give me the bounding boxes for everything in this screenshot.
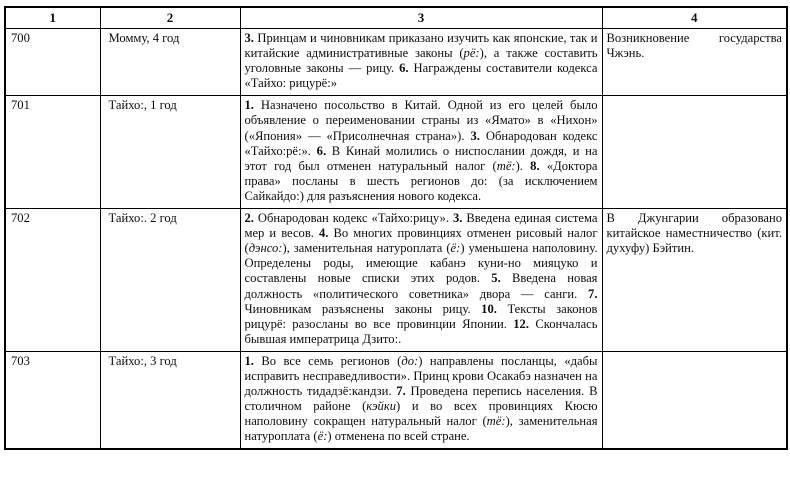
column-header-era: 2 [100,7,240,29]
table-row [5,29,787,96]
events-cell: 1. Во все семь регионов (до:) направлены посланцы, «дабы исправить несправедливости». Принц крови Осакабэ назначен на должность тидадзё:кандзи. 7. Проведена перепись населения. В столичном районе (кэйки) и во всех провинциях Кюсю наполовину сокращен натуральный налог (тё:), заменительная натуроплата (ё:) отменена по всей стране. [240,351,602,449]
table-row [5,96,787,209]
world-events-cell [602,96,787,209]
column-header-year: 1 [5,7,100,29]
era-cell: Тайхо:. 2 год [100,209,240,352]
table-row [5,209,787,352]
world-events-cell: Возникновение государства Чжэнь. [602,29,787,96]
table-header-row [5,7,787,29]
year-cell: 700 [5,29,100,96]
table-row [5,351,787,449]
world-events-cell: В Джунгарии образовано китайское наместничество (кит. духуфу) Бэйтин. [602,209,787,352]
era-cell: Момму, 4 год [100,29,240,96]
column-header-events: 3 [240,7,602,29]
world-events-cell [602,351,787,449]
events-cell: 3. Принцам и чиновникам приказано изучить как японские, так и китайские административные законы (рё:), а также составить уголовные законы — рицу. 6. Награждены составители кодекса «Тайхо: рицурё:» [240,29,602,96]
year-cell: 703 [5,351,100,449]
year-cell: 701 [5,96,100,209]
events-cell: 2. Обнародован кодекс «Тайхо:рицу». 3. Введена единая система мер и весов. 4. Во многих провинциях отменен рисовый налог (дэнсо:), заменительная натуроплата (ё:) уменьшена наполовину. Определены роды, имеющие кабанэ куни-но мияцуко и составлены новые списки этих родов. 5. Введена новая должность «политического советника» двора — санги. 7. Чиновникам разъяснены законы рицу. 10. Тексты законов рицурё: разосланы во все провинции Японии. 12. Скончалась бывшая императрица Дзито:. [240,209,602,352]
chronology-table [4,6,788,450]
year-cell: 702 [5,209,100,352]
events-cell: 1. Назначено посольство в Китай. Одной из его целей было объявление о переименовании страны из «Ямато» в «Нихон» («Япония» — «Присолнечная страна»). 3. Обнародован кодекс «Тайхо:рё:». 6. В Кинай молились о ниспослании дождя, и на этот год был отменен натуральный налог (тё:). 8. «Доктора права» посланы в шесть регионов до: (за исключением Сайкайдо:) для разъяснения нового кодекса. [240,96,602,209]
column-header-world: 4 [602,7,787,29]
era-cell: Тайхо:, 3 год [100,351,240,449]
era-cell: Тайхо:, 1 год [100,96,240,209]
